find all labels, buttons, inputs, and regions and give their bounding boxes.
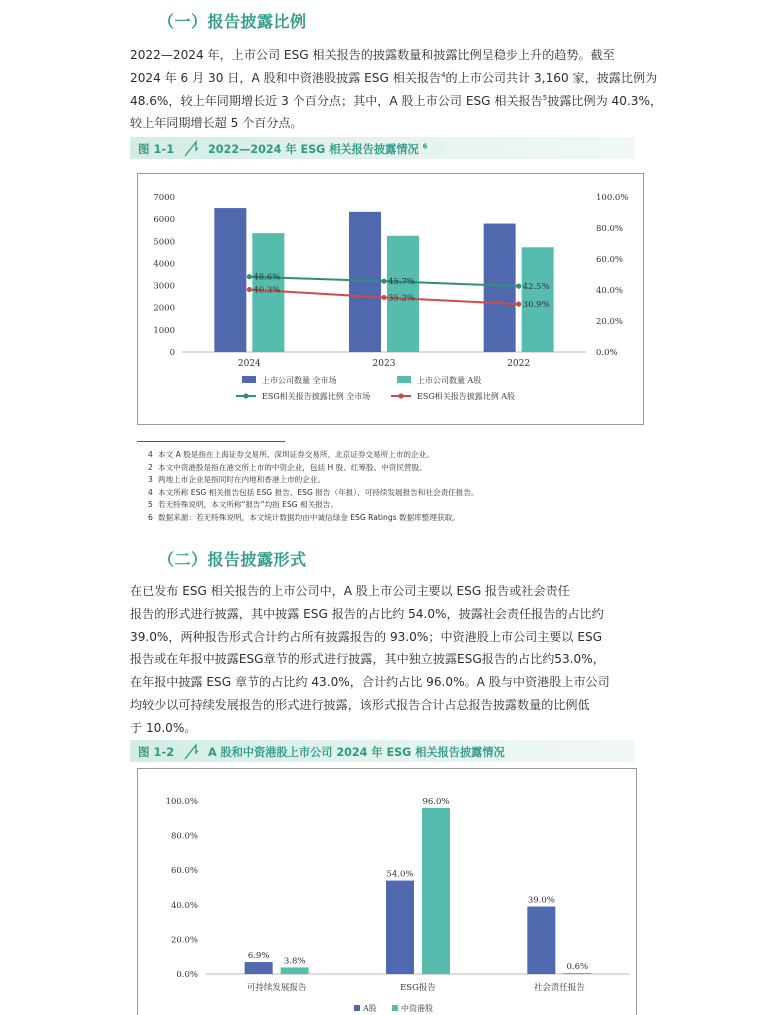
paragraph-line: 48.6%，较上年同期增长近 3 个百分点；其中，A 股上市公司 ESG 相关报告$^5$披露比例为 40.3%， [130, 93, 663, 108]
section-heading-disclosure-ratio: （一）报告披露比例 [158, 12, 307, 31]
y-left-tick-label: 7000 [153, 193, 175, 203]
footnote-item [148, 449, 434, 460]
paragraph-line: 较上年同期增长超 5 个百分点。 [130, 116, 303, 131]
figure-tag: 图 1-2 [138, 745, 175, 759]
y-right-tick-label: 80.0% [596, 224, 624, 234]
figure-1-1-caption-bar [130, 137, 635, 159]
y-right-tick-label: 0.0% [596, 348, 618, 358]
legend-swatch [354, 1005, 360, 1011]
legend-label: 上市公司数量 全市场 [262, 376, 337, 385]
legend-label: ESG相关报告披露比例 全市场 [262, 392, 371, 401]
paragraph-disclosure-form [130, 580, 635, 740]
line-point [516, 302, 521, 307]
caption-slash-icon [182, 139, 200, 157]
footnote-text: 本文所称 ESG 相关报告包括 ESG 报告、ESG 报告（年报）、可持续发展报告和社会责任报告。 [158, 487, 479, 497]
figure-title-footnote-ref: 6 [422, 142, 428, 151]
x-tick-label: ESG报告 [400, 983, 436, 993]
y-right-tick-label: 100.0% [596, 193, 629, 203]
legend-label: 中资港股 [401, 1004, 433, 1013]
bar-all-market [484, 224, 516, 352]
y-right-tick-label: 40.0% [596, 286, 624, 296]
data-label: 35.2% [388, 293, 416, 304]
footnote-number: 2 [148, 462, 153, 472]
x-tick-label: 2023 [372, 359, 396, 369]
line-point [381, 279, 386, 284]
y-left-tick-label: 5000 [153, 237, 175, 248]
legend-marker [243, 393, 248, 398]
line-point [247, 287, 252, 292]
footnote-text: 若无特殊说明，本文所称“报告”均指 ESG 相关报告。 [158, 500, 339, 510]
y-right-tick-label: 20.0% [596, 317, 624, 327]
bar-a-share [245, 962, 273, 974]
y-left-tick-label: 6000 [153, 215, 175, 226]
footnote-ref: 4 [441, 70, 446, 79]
chart-1-svg [138, 174, 645, 426]
figure-title [208, 141, 428, 157]
caption-slash-icon [182, 742, 200, 760]
data-label: 39.0% [527, 895, 555, 906]
paragraph-line: 39.0%，两种报告形式合计约占所有披露报告的 93.0%；中资港股上市公司主要以 ESG [130, 629, 603, 644]
legend-label: A股 [363, 1004, 377, 1013]
footnote-number: 4 [148, 487, 153, 497]
line-point [247, 274, 252, 279]
data-label: 30.9% [522, 300, 550, 311]
y-tick-label: 100.0% [165, 797, 198, 807]
data-label: 6.9% [247, 951, 270, 962]
bar-a-share [386, 881, 414, 974]
section-heading-disclosure-form: （二）报告披露形式 [158, 550, 307, 569]
paragraph-line: 在已发布 ESG 相关报告的上市公司中，A 股上市公司主要以 ESG 报告或社会责任 [130, 584, 570, 598]
data-label: 54.0% [386, 869, 414, 880]
paragraph-line: 均较少以可持续发展报告的形式进行披露，该形式报告合计占总报告披露数量的比例低 [130, 697, 590, 712]
footnote-number: 4 [148, 450, 153, 459]
y-tick-label: 60.0% [170, 866, 198, 877]
x-tick-label: 2024 [237, 359, 261, 369]
figure-title-text: 2022—2024 年 ESG 相关报告披露情况 [208, 143, 419, 156]
paragraph-line: 于 10.0%。 [130, 720, 197, 735]
data-label: 45.7% [388, 277, 416, 288]
y-left-tick-label: 3000 [153, 281, 175, 292]
legend-label: 上市公司数量 A股 [417, 376, 482, 385]
footnote-item [148, 487, 479, 498]
bar-hk-china [422, 808, 450, 974]
y-left-tick-label: 1000 [153, 325, 175, 336]
footnote-text: 本文中资港股是指在港交所上市的中资企业，包括 H 股、红筹股、中资民营股。 [158, 462, 427, 472]
data-label: 48.6% [253, 272, 281, 283]
footnote-number: 6 [148, 513, 153, 522]
y-tick-label: 40.0% [170, 900, 198, 911]
line-point [381, 295, 386, 300]
bar-hk-china [281, 967, 309, 974]
y-tick-label: 80.0% [170, 831, 198, 842]
x-tick-label: 社会责任报告 [533, 983, 585, 993]
paragraph-line: 2022—2024 年，上市公司 ESG 相关报告的披露数量和披露比例呈稳步上升的趋势。截至 [130, 48, 615, 62]
footnote-item [148, 474, 325, 485]
paragraph-line: 2024 年 6 月 30 日，A 股和中资港股披露 ESG 相关报告$^4$的上市公司共计 3,160 家，披露比例为 [130, 70, 658, 85]
data-label: 96.0% [422, 796, 450, 807]
legend-swatch [242, 376, 256, 383]
x-tick-label: 可持续发展报告 [246, 983, 307, 993]
paragraph-line: 报告的形式进行披露，其中披露 ESG 报告的占比约 54.0%，披露社会责任报告的占比约 [130, 606, 604, 621]
y-left-tick-label: 2000 [153, 303, 175, 314]
data-label: 40.3% [253, 285, 281, 296]
footnote-item [148, 512, 460, 523]
y-left-tick-label: 0 [169, 348, 175, 358]
footnote-ref: 5 [542, 93, 548, 102]
footnote-item [148, 462, 427, 473]
bar-all-market [214, 208, 246, 352]
footnote-text: 本文 A 股是指在上海证券交易所、深圳证券交易所、北京证券交易所上市的企业。 [158, 450, 434, 459]
line-point [516, 284, 521, 289]
legend-swatch [392, 1005, 398, 1011]
chart-esg-disclosure-2022-2024 [137, 173, 644, 425]
figure-1-2-caption-bar [130, 740, 635, 762]
bar-hk-china [563, 973, 591, 974]
footnote-text: 两地上市企业是指同时在内地和香港上市的企业。 [158, 475, 326, 485]
footnote-item [148, 499, 338, 510]
footnote-number: 3 [148, 475, 153, 485]
data-label: 42.5% [522, 282, 550, 293]
x-tick-label: 2022 [507, 359, 531, 369]
footnote-text: 数据来源：若无特殊说明，本文统计数据均由中诚信绿金 ESG Ratings 数据库整理获取。 [158, 513, 460, 522]
legend-label: ESG相关报告披露比例 A股 [417, 392, 516, 401]
paragraph-line: 在年报中披露 ESG 章节的占比约 43.0%，合计约占比 96.0%。A 股与中资港股上市公司 [130, 675, 610, 690]
data-label: 0.6% [566, 961, 589, 972]
legend-swatch [397, 376, 411, 383]
bar-a-share [527, 907, 555, 974]
chart-2024-report-forms [137, 768, 637, 1015]
footnote-number: 5 [148, 500, 153, 510]
y-right-tick-label: 60.0% [596, 255, 624, 265]
legend-marker [398, 393, 403, 398]
paragraph-line: 报告或在年报中披露ESG章节的形式进行披露，其中独立披露ESG报告的占比约53.0%， [130, 652, 605, 667]
y-tick-label: 0.0% [176, 970, 198, 980]
y-left-tick-label: 4000 [153, 259, 175, 270]
chart-2-svg [138, 769, 638, 1015]
paragraph-disclosure-ratio [130, 44, 663, 135]
footnote-divider [137, 441, 285, 442]
bar-all-market [349, 212, 381, 352]
y-tick-label: 20.0% [170, 935, 198, 946]
figure-tag: 图 1-1 [138, 142, 175, 156]
data-label: 3.8% [283, 956, 306, 967]
figure-title: A 股和中资港股上市公司 2024 年 ESG 相关报告披露情况 [208, 746, 505, 759]
